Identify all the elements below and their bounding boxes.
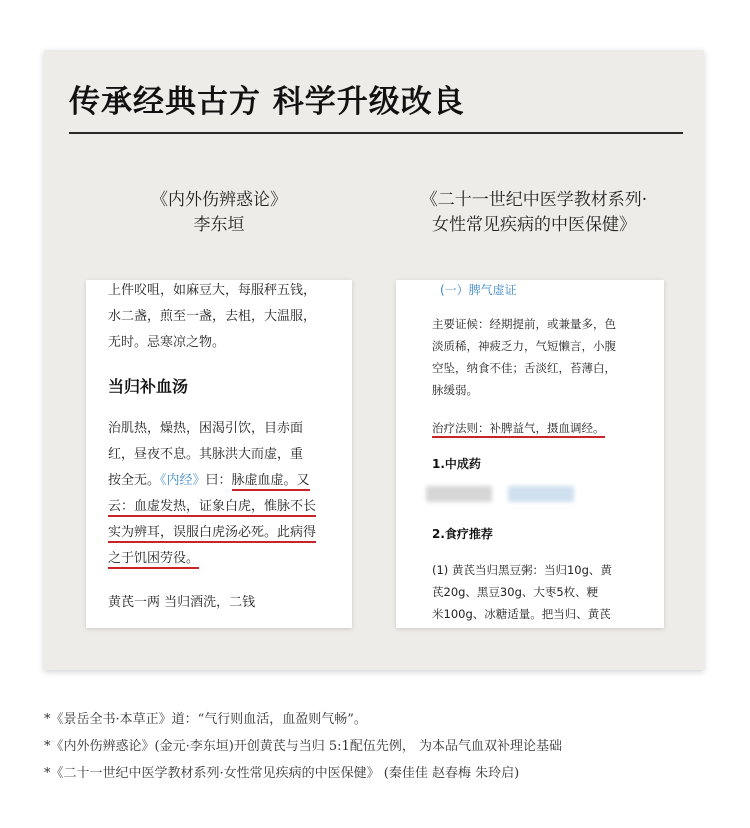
footnote: *《二十一世纪中医学教材系列·女性常见疾病的中医保健》 (秦佳佳 赵春梅 朱玲启) [44, 766, 520, 781]
right-text-line [432, 420, 605, 436]
left-text-line: 上件㕮咀，如麻豆大，每服秤五钱， [108, 283, 317, 298]
right-text-line: 芪20g、黑豆30g、大枣5枚、粳 [432, 585, 599, 599]
headline: 传承经典古方 科学升级改良 [69, 84, 465, 120]
neijing-reference: 《内经》 [160, 473, 206, 488]
left-book-page [86, 280, 352, 628]
section-heading: (一）脾气虚证 [440, 283, 517, 297]
left-text-line [108, 550, 199, 568]
subheading-patent-medicine: 1.中成药 [432, 457, 481, 471]
right-text-line: 空坠，纳食不佳；舌淡红，苔薄白， [432, 361, 616, 375]
blurred-product-name [426, 486, 492, 502]
underlined-text: 云：血虚发热，证象白虎，惟脉不长 [108, 499, 316, 517]
footnotes [44, 706, 724, 787]
comparison-panel [44, 50, 704, 670]
headline-divider [69, 132, 683, 134]
footnote: *《景岳全书·本草正》道：“气行则血活，血盈则气畅”。 [44, 712, 367, 727]
left-text-segment: 按全无。 [108, 473, 161, 488]
formula-heading: 当归补血汤 [108, 377, 189, 396]
left-text-line [108, 472, 310, 490]
right-book-title [384, 188, 684, 238]
right-text-line: 米100g、冰糖适量。把当归、黄芪 [432, 607, 611, 621]
right-book-title-line1: 《二十一世纪中医学教材系列· [420, 190, 648, 210]
right-book-title-line2: 女性常见疾病的中医保健》 [432, 215, 636, 235]
left-text-line: 红，昼夜不息。其脉洪大而虚，重 [108, 447, 304, 462]
underlined-text: 实为辨耳，误服白虎汤必死。此病得 [108, 525, 316, 543]
left-book-title [86, 188, 352, 238]
left-text-line: 水二盏，煎至一盏，去柤，大温服， [108, 309, 317, 324]
left-text-line [108, 498, 316, 516]
blurred-product-name [508, 486, 574, 502]
left-text-line: 黄芪一两 当归酒洗，二钱 [108, 595, 256, 610]
left-text-line: 治肌热，燥热，困渴引饮，目赤面 [108, 421, 304, 436]
left-book-author: 李东垣 [193, 215, 245, 235]
subheading-diet: 2.食疗推荐 [432, 527, 493, 541]
left-text-line [108, 524, 316, 542]
underlined-text: 之于饥困劳役。 [108, 551, 199, 569]
right-text-line: 脉缓弱。 [432, 383, 478, 397]
underlined-text: 脉虚血虚。又 [232, 473, 310, 491]
right-text-line: 主要证候：经期提前，或兼量多，色 [432, 317, 616, 331]
right-text-line: (1) 黄芪当归黑豆粥：当归10g、黄 [432, 563, 612, 577]
footnote: *《内外伤辨惑论》(金元·李东垣)开创黄芪与当归 5:1配伍先例， 为本品气血双补理论基础 [44, 739, 562, 754]
left-text-line: 无时。忌寒凉之物。 [108, 335, 226, 350]
right-text-line: 淡质稀，神疲乏力，气短懒言，小腹 [432, 339, 616, 353]
left-book-title-line1: 《内外伤辨惑论》 [151, 190, 287, 210]
right-book-page [396, 280, 664, 628]
underlined-text: 治疗法则：补脾益气，摄血调经。 [432, 421, 605, 438]
left-text-segment: 曰： [205, 473, 232, 488]
